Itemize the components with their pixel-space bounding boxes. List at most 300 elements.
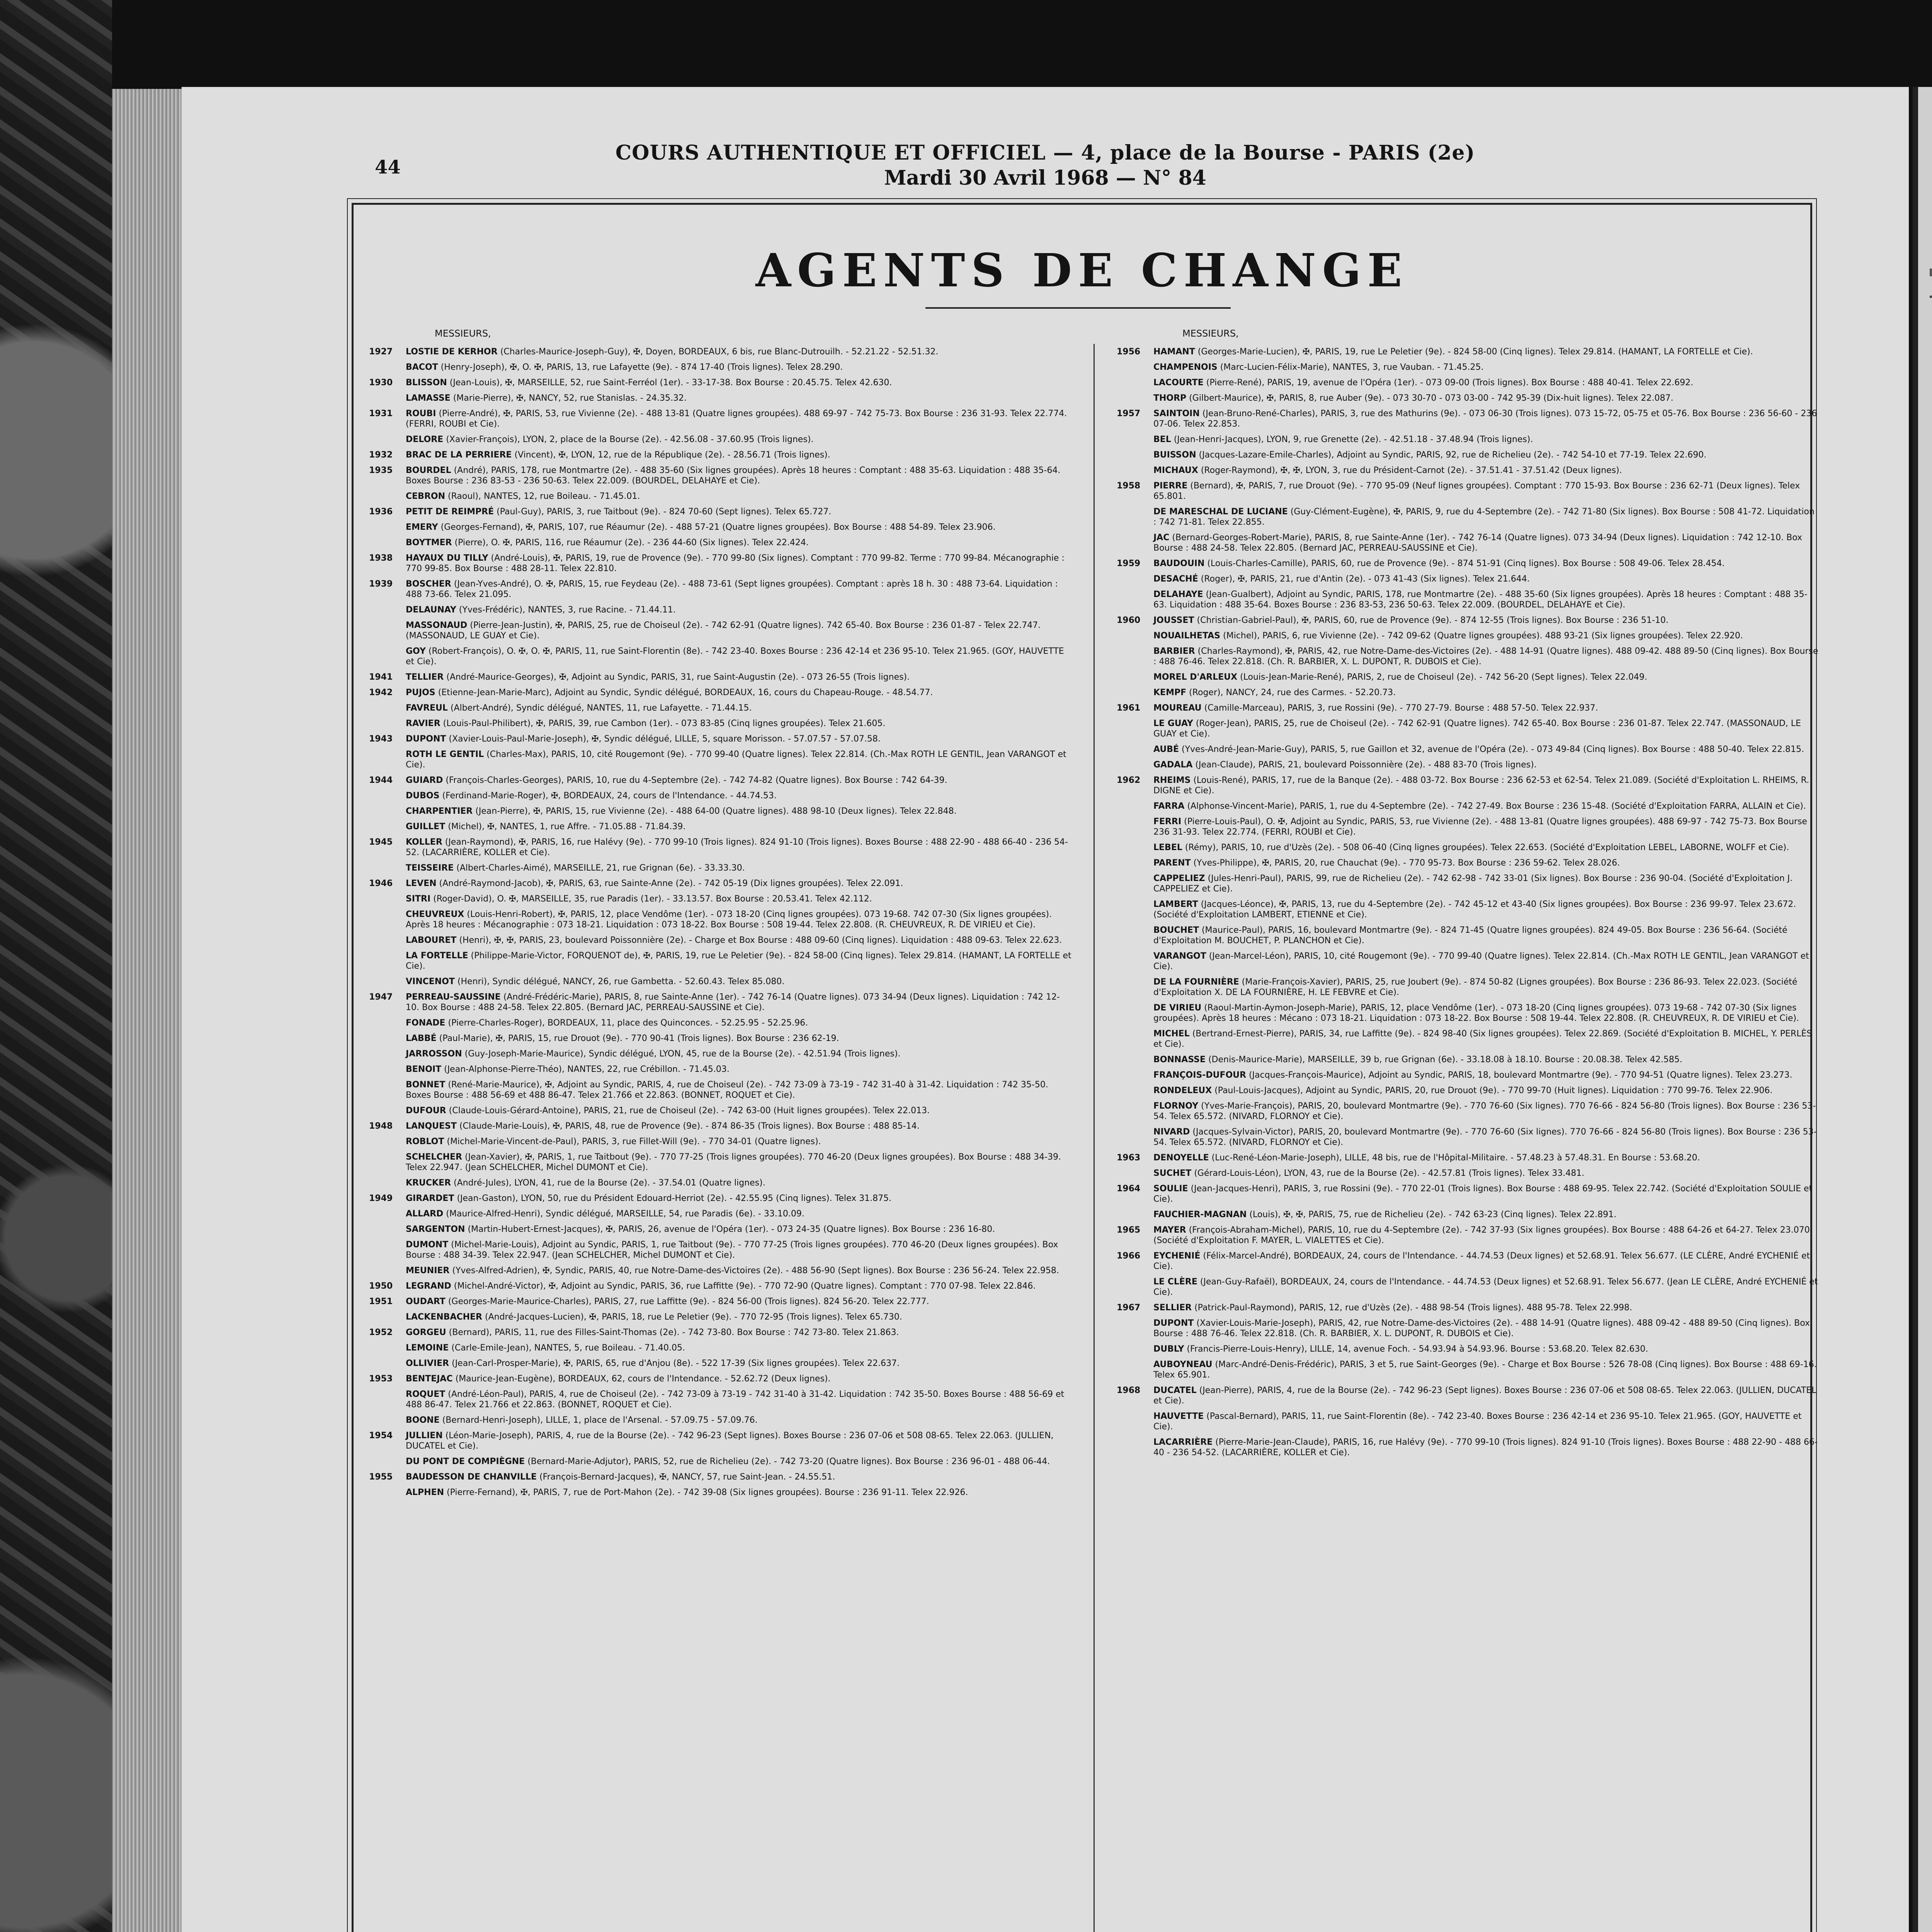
agent-name: BOURDEL [406,466,451,475]
entry-year: 1947 [369,992,393,1002]
agent-entry [1117,646,1820,667]
agent-details: (Jean-Pierre), PARIS, 4, rue de la Bourse (2e). - 742 96-23 (Sept lignes). Boxes Bourse : 236 07-06 et 508 08-65. Telex 22.063. (JULLIEN, DUCATEL et Cie). [1153,1386,1816,1406]
agent-entry [1117,1209,1820,1220]
entry-year: 1959 [1117,559,1141,568]
entry-year [1117,1168,1153,1179]
agent-name: OUDART [406,1297,446,1306]
entry-year [369,1240,406,1260]
agent-entry [1117,1070,1820,1080]
agent-entry [369,1224,1072,1235]
agent-entry [1117,362,1820,372]
entry-text [406,491,1072,502]
agent-entry [369,672,1072,682]
entry-year [1117,744,1153,755]
agent-name: BOUCHET [1153,925,1199,935]
agent-name: CHEUVREUX [406,910,464,919]
entry-text [406,1178,1072,1188]
entry-text [406,1064,1072,1075]
agent-details: (Michel), ✠, NANTES, 1, rue Affre. - 71.05.88 - 71.84.39. [448,822,686,832]
entry-year: 1942 [369,688,393,697]
agent-details: (Pierre-Jean-Justin), ✠, PARIS, 25, rue de Choiseul (2e). - 742 62-91 (Quatre lignes). 742 65-40. Box Bourse : 236 01-87 - Telex 22.747. (MASSONAUD, LE GUAY et Cie). [406,621,1041,641]
agent-name: LAMASSE [406,393,451,403]
entry-year [369,1136,406,1147]
entry-text [406,1121,1072,1131]
agent-details: (Henry-Joseph), ✠, O. ✠, PARIS, 13, rue Lafayette (9e). - 874 17-40 (Trois lignes). Telex 28.290. [440,362,843,372]
agent-entry [1117,899,1820,920]
agent-details: (Jean-Gaston), LYON, 50, rue du Président Edouard-Herriot (2e). - 42.55.95 (Cinq lignes). Telex 31.875. [457,1194,892,1203]
agent-details: (Louis), ✠, ✠, PARIS, 75, rue de Richelieu (2e). - 742 63-23 (Cinq lignes). Telex 22.891. [1249,1210,1617,1219]
entry-text [406,1358,1072,1369]
agent-name: THORP [1153,393,1187,403]
agent-entry [369,434,1072,445]
agent-details: (Claude-Louis-Gérard-Antoine), PARIS, 21, rue de Choiseul (2e). - 742 63-00 (Huit lignes groupées). Telex 22.013. [449,1106,930,1116]
agent-entry [369,821,1072,832]
entry-year [369,863,406,873]
entry-year: 1932 [369,450,393,460]
agent-details: (Guy-Joseph-Marie-Maurice), Syndic délégué, LYON, 45, rue de la Bourse (2e). - 42.51.94 (Trois lignes). [464,1049,901,1059]
agent-entry [1117,1054,1820,1065]
agent-details: (Roger-David), O. ✠, MARSEILLE, 35, rue Paradis (1er). - 33.13.57. Box Bourse : 20.53.41. Telex 42.112. [433,894,872,904]
entry-text [406,1343,1072,1353]
agent-details: (Félix-Marcel-André), BORDEAUX, 24, cours de l'Intendance. - 44.74.53 (Deux lignes) et 52.68.91. Telex 56.677. (LE CLÈRE, André EYCHENIÉ et Cie). [1153,1251,1810,1271]
entry-year: 1957 [1117,409,1141,418]
agent-name: LE CLÈRE [1153,1277,1197,1287]
entry-year [369,749,406,770]
agent-entry [1117,1318,1820,1339]
entry-year [369,620,406,641]
entry-text [406,450,1072,460]
agent-name: MASSONAUD [406,621,468,630]
agent-entry [369,553,1072,574]
agent-name: MICHEL [1153,1029,1190,1039]
entry-text [1153,1168,1820,1179]
agent-entry [369,687,1072,698]
agent-name: JAC [1153,533,1170,543]
agent-details: (Michel-Marie-Vincent-de-Paul), PARIS, 3, rue Fillet-Will (9e). - 770 34-01 (Quatre lignes). [447,1137,821,1146]
agent-entry [1117,1359,1820,1380]
agent-name: BOYTMER [406,538,452,548]
entry-text [1153,951,1820,972]
entry-text [1153,507,1820,527]
agent-entry [369,362,1072,372]
entry-year [369,703,406,713]
agent-name: NIVARD [1153,1127,1190,1137]
entry-text [1153,1251,1820,1272]
entry-year [1117,687,1153,698]
entry-year [369,791,406,801]
agent-details: (Maurice-Alfred-Henri), Syndic délégué, MARSEILLE, 54, rue Paradis (6e). - 33.10.09. [446,1209,804,1219]
agent-entry [369,909,1072,930]
entry-year [1117,532,1153,553]
agent-entry [1117,816,1820,837]
agent-details: (Roger), ✠, PARIS, 21, rue d'Antin (2e). - 073 41-43 (Six lignes). Telex 21.644. [1201,574,1530,584]
entry-year: 1963 [1117,1153,1141,1163]
entry-text [406,579,1072,600]
agent-entry [1117,925,1820,946]
entry-text [406,909,1072,930]
entry-year [369,1456,406,1467]
agent-entry [1117,507,1820,527]
entry-text [1153,408,1820,429]
agent-name: BARBIER [1153,646,1195,656]
entry-text [406,703,1072,713]
entry-year [1117,1344,1153,1354]
entry-year [369,1487,406,1498]
agent-entry [1117,450,1820,460]
agent-name: DELORE [406,435,444,444]
entry-year: 1950 [369,1281,393,1291]
title-rule [925,307,1231,309]
agent-name: PARENT [1153,858,1191,868]
entry-text [1153,1344,1820,1354]
entry-text [1153,1054,1820,1065]
entry-year [369,1343,406,1353]
entry-year [369,806,406,816]
agent-name: SOULIE [1153,1184,1188,1194]
agent-entry [369,491,1072,502]
agent-name: MICHAUX [1153,466,1198,475]
entry-text [406,1374,1072,1384]
agent-name: CHARPENTIER [406,806,473,816]
entry-text [1153,1385,1820,1406]
entry-text [406,1389,1072,1410]
entry-text [1153,1029,1820,1049]
agent-entry [1117,1344,1820,1354]
entry-text [1153,858,1820,868]
agent-details: (Patrick-Paul-Raymond), PARIS, 12, rue d'Uzès (2e). - 488 98-54 (Trois lignes). 488 95-78. Telex 22.998. [1194,1303,1633,1313]
entry-text [1153,347,1820,357]
entry-year [1117,951,1153,972]
agent-entry [1117,718,1820,739]
entry-text [1153,1277,1820,1298]
agent-name: MAYER [1153,1225,1186,1235]
agent-name: LACKENBACHER [406,1312,482,1322]
agent-entry [1117,481,1820,502]
agent-name: ROTH LE GENTIL [406,750,484,759]
entry-text [1153,1437,1820,1458]
entry-text [406,718,1072,729]
agent-details: (Paul-Louis-Jacques), Adjoint au Syndic, PARIS, 20, rue Drouot (9e). - 770 99-70 (Huit lignes). Liquidation : 770 99-76. Telex 22.906. [1214,1086,1773,1095]
agent-name: KRUCKER [406,1178,451,1188]
entry-text [406,507,1072,517]
entry-year: 1966 [1117,1251,1141,1261]
agent-details: (Denis-Maurice-Marie), MARSEILLE, 39 b, rue Grignan (6e). - 33.18.08 à 18.10. Bourse : 20.08.38. Telex 42.585. [1208,1055,1682,1065]
agent-entry [369,579,1072,600]
agent-name: BLISSON [406,378,447,388]
entry-text [1153,1318,1820,1339]
entry-year [369,646,406,667]
agent-entry [1117,1385,1820,1406]
entry-text [406,537,1072,548]
agent-name: SAINTOIN [1153,409,1200,418]
agent-name: ROBLOT [406,1137,444,1146]
messieurs-heading: MESSIEURS, [435,328,491,339]
agent-entry [1117,744,1820,755]
entry-year [1117,1411,1153,1432]
agent-details: (Jean-Raymond), ✠, PARIS, 16, rue Halévy (9e). - 770 99-10 (Trois lignes). 824 91-10 (Trois lignes). Boxes Bourse : 488 22-90 - 488 66-40 - 236 54-52. (LACARRIÈRE, KOLLER et Cie). [406,837,1068,857]
agent-name: KEMPF [1153,688,1187,697]
agent-name: LACARRIÈRE [1153,1437,1213,1447]
agent-name: CHAMPENOIS [1153,362,1218,372]
entry-year [369,1312,406,1322]
agent-entry [369,1327,1072,1338]
entry-year: 1962 [1117,776,1141,785]
agent-name: FONADE [406,1018,446,1028]
agent-name: DUPONT [1153,1318,1194,1328]
entry-year: 1946 [369,879,393,888]
agent-name: LANQUEST [406,1121,457,1131]
agent-details: (André-Jules), LYON, 41, rue de la Bourse (2e). - 37.54.01 (Quatre lignes). [454,1178,765,1188]
agent-entry [369,878,1072,889]
entry-text [1153,558,1820,569]
entry-text [406,1049,1072,1059]
entry-text [406,837,1072,858]
entry-year [1117,465,1153,476]
agent-name: BOSCHER [406,579,451,589]
agent-entry [369,1209,1072,1219]
agent-name: MOREL D'ARLEUX [1153,672,1238,682]
agent-name: RONDELEUX [1153,1086,1212,1095]
agent-name: OLLIVIER [406,1359,449,1368]
agent-details: (Louis-Jean-Marie-René), PARIS, 2, rue de Choiseul (2e). - 742 56-20 (Sept lignes). Telex 22.049. [1240,672,1647,682]
agent-entry [369,1296,1072,1307]
agent-name: DUPONT [406,734,446,744]
agent-name: LEMOINE [406,1343,449,1353]
agent-entry [369,1265,1072,1276]
agent-details: (Bernard-Marie-Adjutor), PARIS, 52, rue de Richelieu (2e). - 742 73-20 (Quatre lignes). Box Bourse : 236 96-01 - 488 06-44. [527,1457,1050,1466]
agent-entry [369,1312,1072,1322]
entry-text [406,465,1072,486]
entry-year [1117,816,1153,837]
agent-entry [369,1049,1072,1059]
agent-entry [1117,1277,1820,1298]
newspaper-page [182,87,1909,1932]
agent-details: (Jean-Louis), ✠, MARSEILLE, 52, rue Saint-Ferréol (1er). - 33-17-38. Box Bourse : 20.45.75. Telex 42.630. [449,378,892,388]
agent-details: (André-Jacques-Lucien), ✠, PARIS, 18, rue Le Peletier (9e). - 770 72-95 (Trois lignes). Telex 65.730. [485,1312,902,1322]
agent-name: LABBÉ [406,1034,437,1043]
entry-year [369,605,406,615]
entry-year: 1965 [1117,1225,1141,1235]
agent-details: (André), PARIS, 178, rue Montmartre (2e). - 488 35-60 (Six lignes groupées). Après 18 heures : Comptant : 488 35-63. Liquidation : 488 35-64. Boxes Bourse : 236 83-53 - 236 50-63. Telex 22.009. (BOURDEL, DELAHAYE et Cie). [406,466,1061,486]
entry-text [406,672,1072,682]
entry-text [1153,589,1820,610]
entry-year [369,434,406,445]
entry-text [1153,481,1820,502]
entry-text [406,775,1072,786]
agent-details: (Louis-Paul-Philibert), ✠, PARIS, 39, rue Cambon (1er). - 073 83-85 (Cinq lignes groupées). Telex 21.605. [443,719,886,728]
entry-text [406,1415,1072,1425]
agent-details: (Xavier-Louis-Paul-Marie-Joseph), ✠, Syndic délégué, LILLE, 5, square Morisson. - 57.07.57 - 57.07.58. [449,734,881,744]
entry-year [1117,760,1153,770]
agent-details: (Philippe-Marie-Victor, FORQUENOT de), ✠, PARIS, 19, rue Le Peletier (9e). - 824 58-00 (Cinq lignes). Telex 29.814. (HAMANT, LA FORTELLE et Cie). [406,951,1071,971]
entry-year: 1939 [369,579,393,589]
entry-year: 1956 [1117,347,1141,357]
entry-year: 1952 [369,1328,393,1337]
agent-entry [369,703,1072,713]
agent-name: DE LA FOURNIÈRE [1153,977,1239,987]
entry-text [1153,925,1820,946]
agent-name: MOUREAU [1153,703,1202,713]
agent-entry [369,837,1072,858]
entry-text [406,806,1072,816]
entry-text [1153,760,1820,770]
entry-year [369,909,406,930]
entry-year [1117,873,1153,894]
entry-text [406,1296,1072,1307]
entry-text [1153,450,1820,460]
entry-text [406,646,1072,667]
entry-text [1153,1209,1820,1220]
agent-name: RAVIER [406,719,440,728]
entry-text [406,1136,1072,1147]
entry-year [1117,1209,1153,1220]
entry-text [1153,977,1820,998]
agent-name: KOLLER [406,837,442,847]
agent-details: (Jean-Guy-Rafaël), BORDEAUX, 24, cours de l'Intendance. - 44.74.53 (Deux lignes) et 52.68.91. Telex 56.677. (Jean LE CLÈRE, André EYCHENIÉ et Cie). [1153,1277,1818,1297]
agent-name: JOUSSET [1153,616,1194,625]
entry-text [406,1224,1072,1235]
agent-details: (Bernard), PARIS, 11, rue des Filles-Saint-Thomas (2e). - 742 73-80. Box Bourse : 742 73-80. Telex 21.863. [449,1328,899,1337]
agent-entry [1117,703,1820,713]
entry-year: 1968 [1117,1386,1141,1395]
entry-text [1153,1225,1820,1246]
entry-year: 1967 [1117,1303,1141,1313]
entry-year [1117,362,1153,372]
agent-name: DU PONT DE COMPIÈGNE [406,1457,525,1466]
entry-year [369,537,406,548]
agent-entry [369,1152,1072,1173]
agent-details: (Yves-Philippe), ✠, PARIS, 20, rue Chauchat (9e). - 770 95-73. Box Bourse : 236 59-62. Telex 28.026. [1193,858,1620,868]
entry-year [1117,718,1153,739]
entry-text [406,992,1072,1013]
entry-text [406,687,1072,698]
agent-entry [1117,1168,1820,1179]
agent-name: DUFOUR [406,1106,446,1116]
agent-entry [369,1193,1072,1204]
agent-entry [1117,347,1820,357]
entry-text [406,434,1072,445]
agent-entry [369,1343,1072,1353]
agent-name: VINCENOT [406,977,455,986]
entry-text [406,821,1072,832]
agent-details: (André-Frédéric-Marie), PARIS, 8, rue Sainte-Anne (1er). - 742 76-14 (Quatre lignes). 073 34-94 (Deux lignes). Liquidation : 742 12-10. Box Bourse : 488 24-58. Telex 22.805. (Bernard JAC, PERREAU-SAUSSINE et Cie). [406,992,1060,1012]
entry-year [1117,1277,1153,1298]
agent-name: BENOIT [406,1065,442,1074]
agent-entry [1117,672,1820,682]
entry-text [1153,434,1820,445]
agent-details: (Rémy), PARIS, 10, rue d'Uzès (2e). - 508 06-40 (Cinq lignes groupées). Telex 22.653. (Société d'Exploitation LEBEL, LABORNE, WOLFF et Cie). [1185,843,1789,852]
agent-details: (Raoul), NANTES, 12, rue Boileau. - 71.45.01. [448,492,640,501]
agent-name: SCHELCHER [406,1152,462,1162]
agent-name: PUJOS [406,688,435,697]
agent-name: MEUNIER [406,1266,450,1276]
agent-entry [369,894,1072,904]
entry-year: 1944 [369,776,393,785]
agent-details: (Camille-Marceau), PARIS, 3, rue Rossini (9e). - 770 27-79. Bourse : 488 57-50. Telex 22.937. [1204,703,1598,713]
entry-text [1153,1070,1820,1080]
agent-name: FARRA [1153,801,1185,811]
entry-text [1153,615,1820,626]
entry-text [406,935,1072,946]
page-number: 44 [375,156,401,178]
agent-name: DUBOS [406,791,440,801]
agent-name: AUBÉ [1153,745,1179,754]
entry-text [406,1430,1072,1451]
agent-entry [1117,873,1820,894]
agent-entry [369,1033,1072,1044]
agent-name: VARANGOT [1153,951,1206,961]
agent-details: (Marc-André-Denis-Frédéric), PARIS, 3 et 5, rue Saint-Georges (9e). - Charge et Box Bourse : 526 78-08 (Cinq lignes). Box Bourse : 488 69-16. Telex 65.901. [1153,1360,1817,1380]
agent-details: (Georges-Marie-Maurice-Charles), PARIS, 27, rue Laffitte (9e). - 824 56-00 (Trois lignes). 824 56-20. Telex 22.777. [448,1297,929,1306]
agent-name: DESACHÉ [1153,574,1198,584]
entry-text [406,1487,1072,1498]
entry-year [369,1224,406,1235]
entry-text [406,553,1072,574]
agent-name: CAPPELIEZ [1153,874,1205,883]
agent-entry [369,791,1072,801]
agent-entry [369,522,1072,532]
agent-details: (Bernard-Henri-Joseph), LILLE, 1, place de l'Arsenal. - 57.09.75 - 57.09.76. [442,1415,758,1425]
agent-details: (Yves-André-Jean-Marie-Guy), PARIS, 5, rue Gaillon et 32, avenue de l'Opéra (2e). - 073 49-84 (Cinq lignes). Box Bourse : 488 50-40. Telex 22.815. [1182,745,1804,754]
agent-entry [1117,858,1820,868]
entry-year [1117,899,1153,920]
agent-details: (Paul-Marie), ✠, PARIS, 15, rue Drouot (9e). - 770 90-41 (Trois lignes). Box Bourse : 236 62-19. [439,1034,839,1043]
entry-text [1153,532,1820,553]
entry-text [406,347,1072,357]
entry-text [406,362,1072,372]
agent-name: ALPHEN [406,1488,444,1497]
entry-text [406,1240,1072,1260]
entry-year [1117,1085,1153,1096]
agent-details: (Guy-Clément-Eugène), ✠, PARIS, 9, rue du 4-Septembre (2e). - 742 71-80 (Six lignes). Box Bourse : 508 41-72. Liquidation : 742 71-81. Telex 22.855. [1153,507,1815,527]
agent-details: (Maurice-Jean-Eugène), BORDEAUX, 62, cours de l'Intendance. - 52.62.72 (Deux lignes). [455,1374,831,1384]
agent-entry [1117,1411,1820,1432]
agent-entry [369,1080,1072,1100]
agent-entry [1117,801,1820,811]
agent-details: (Pierre-René), PARIS, 19, avenue de l'Opéra (1er). - 073 09-00 (Trois lignes). Box Bourse : 488 40-41. Telex 22.692. [1206,378,1694,388]
entry-year [1117,1054,1153,1065]
entry-year [1117,631,1153,641]
entry-year: 1949 [369,1194,393,1203]
agent-details: (Luc-René-Léon-Marie-Joseph), LILLE, 48 bis, rue de l'Hôpital-Militaire. - 57.48.23 à 57.48.31. En Bourse : 53.68.20. [1211,1153,1700,1163]
agent-name: BUISSON [1153,450,1196,460]
entry-year [369,1415,406,1425]
agent-entry [1117,1127,1820,1148]
agent-details: (Jacques-Léonce), ✠, PARIS, 13, rue du 4-Septembre (2e). - 742 45-12 et 43-40 (Six lignes groupées). Box Bourse : 236 99-97. Telex 23.672. (Société d'Exploitation LAMBERT, ETIENNE et Cie). [1153,900,1796,920]
agent-details: (Maurice-Paul), PARIS, 16, boulevard Montmartre (9e). - 824 71-45 (Quatre lignes groupées). 824 49-05. Box Bourse : 236 56-64. (Société d'Exploitation M. BOUCHET, P. PLANCHON et Cie). [1153,925,1787,946]
agent-details: (François-Bernard-Jacques), ✠, NANCY, 57, rue Saint-Jean. - 24.55.51. [539,1472,835,1482]
entry-year [369,1358,406,1369]
agent-entry [369,1472,1072,1482]
entry-year [1117,1101,1153,1122]
agent-entry [369,1415,1072,1425]
entry-text [1153,775,1820,796]
agent-entry [369,1018,1072,1028]
entry-text [1153,378,1820,388]
agent-entry [1117,615,1820,626]
entry-text [1153,1101,1820,1122]
entry-year [369,1018,406,1028]
entry-year: 1938 [369,553,393,563]
entry-text [1153,672,1820,682]
agent-name: GOY [406,646,426,656]
agent-name: DE VIRIEU [1153,1003,1202,1013]
agent-name: LOSTIE DE KERHOR [406,347,498,357]
agent-entry [369,1430,1072,1451]
agent-details: (Henri), ✠, ✠, PARIS, 23, boulevard Poissonnière (2e). - Charge et Box Bourse : 488 09-60 (Cinq lignes). Liquidation : 488 09-63. Telex 22.623. [459,935,1062,945]
agent-entry [1117,1303,1820,1313]
facing-page-rule [1930,296,1932,298]
